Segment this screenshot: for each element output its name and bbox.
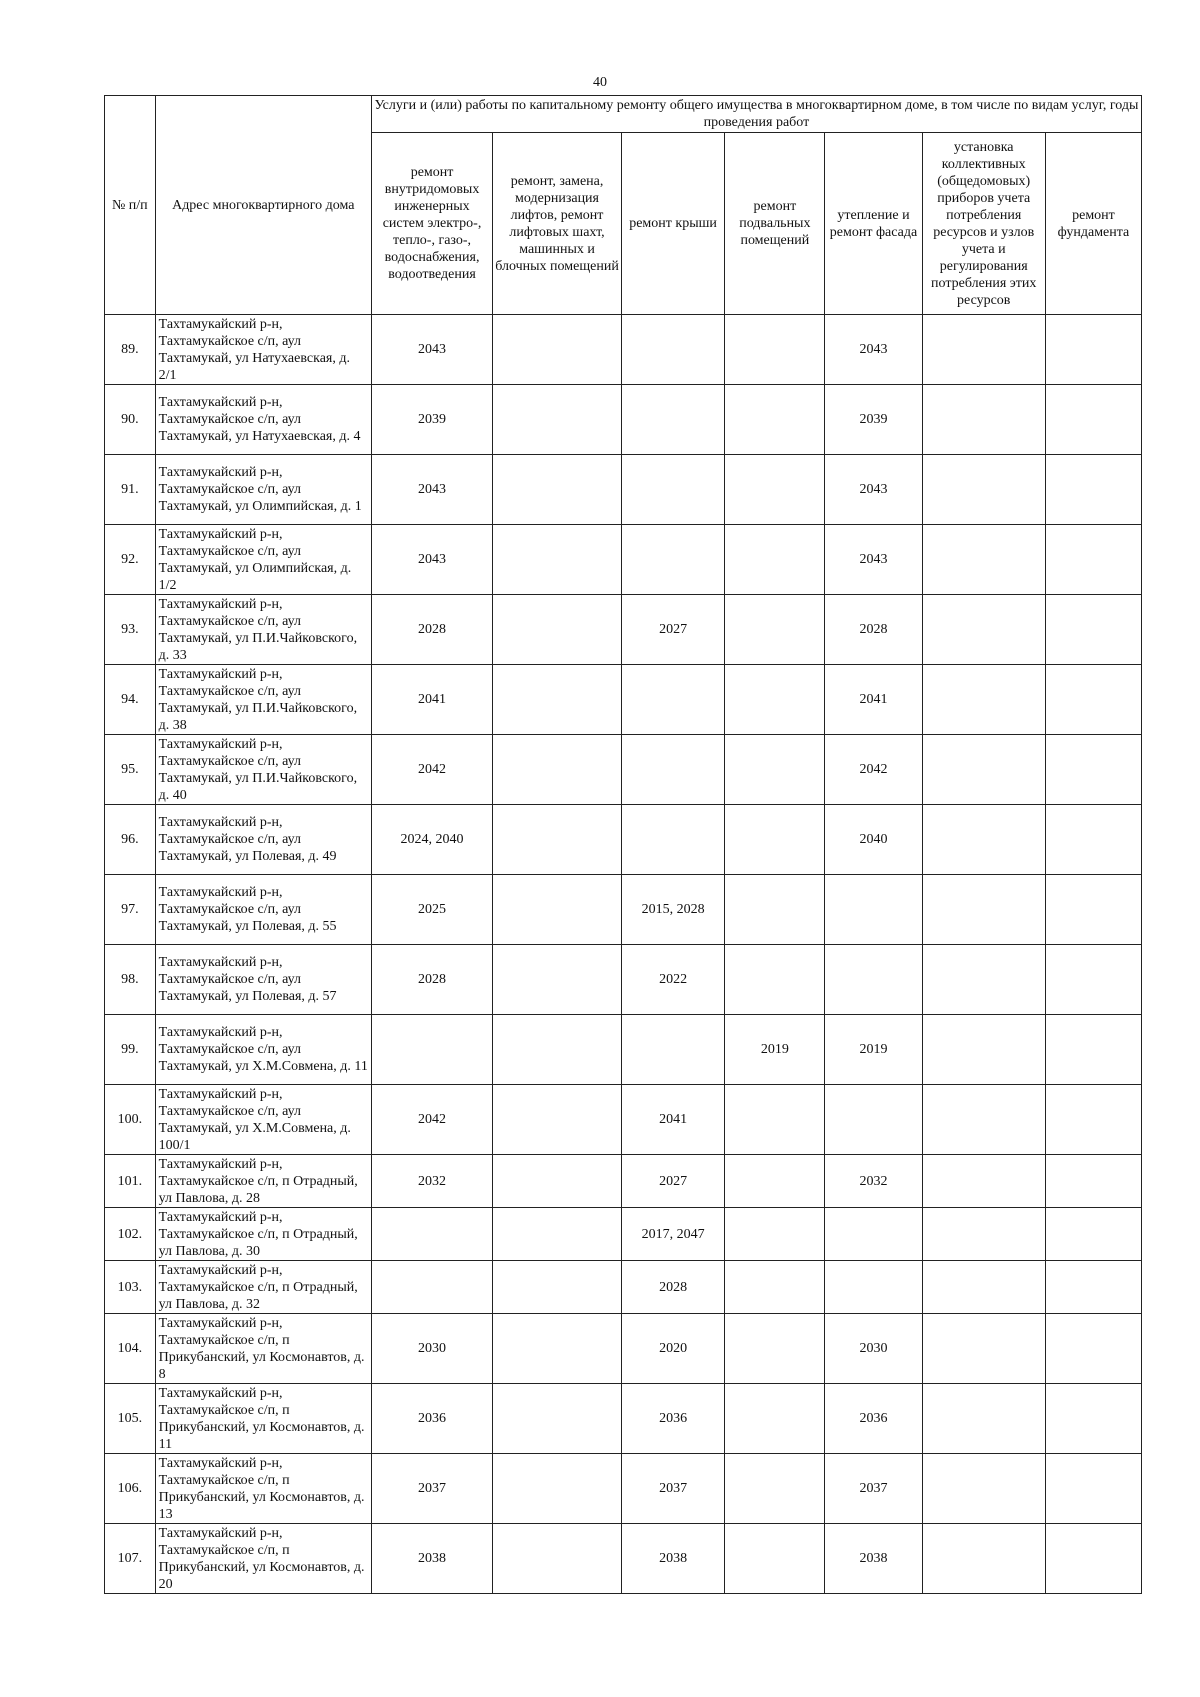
- cell-elevators: [493, 735, 622, 805]
- cell-facade: 2042: [825, 735, 922, 805]
- cell-foundation: [1045, 1015, 1141, 1085]
- cell-meters: [922, 805, 1045, 875]
- cell-foundation: [1045, 945, 1141, 1015]
- cell-basement: [725, 1261, 825, 1314]
- table-row: [105, 595, 1142, 665]
- cell-basement: [725, 455, 825, 525]
- cell-meters: [922, 385, 1045, 455]
- cell-roof: 2038: [621, 1524, 724, 1594]
- row-number: 92.: [105, 525, 156, 595]
- cell-meters: [922, 1384, 1045, 1454]
- cell-roof: 2022: [621, 945, 724, 1015]
- cell-elevators: [493, 1015, 622, 1085]
- table-row: [105, 1261, 1142, 1314]
- cell-elevators: [493, 1155, 622, 1208]
- row-address: Тахтамукайский р-н, Тахтамукайское с/п, аул Тахтамукай, ул Олимпийская, д. 1/2: [155, 525, 371, 595]
- cell-foundation: [1045, 1524, 1141, 1594]
- row-address: Тахтамукайский р-н, Тахтамукайское с/п, п Отрадный, ул Павлова, д. 32: [155, 1261, 371, 1314]
- cell-engineering: [371, 1208, 492, 1261]
- cell-elevators: [493, 1314, 622, 1384]
- row-number: 94.: [105, 665, 156, 735]
- row-number: 91.: [105, 455, 156, 525]
- cell-foundation: [1045, 1208, 1141, 1261]
- cell-facade: [825, 1261, 922, 1314]
- cell-facade: [825, 1085, 922, 1155]
- table-row: [105, 1524, 1142, 1594]
- header-engineering: ремонт внутридомовых инженерных систем электро-, тепло-, газо-, водоснабжения, водоотведения: [371, 133, 492, 315]
- cell-meters: [922, 1208, 1045, 1261]
- table-row: [105, 1155, 1142, 1208]
- row-address: Тахтамукайский р-н, Тахтамукайское с/п, аул Тахтамукай, ул П.И.Чайковского, д. 40: [155, 735, 371, 805]
- cell-basement: [725, 1208, 825, 1261]
- cell-roof: 2028: [621, 1261, 724, 1314]
- cell-elevators: [493, 805, 622, 875]
- cell-roof: [621, 665, 724, 735]
- cell-facade: 2038: [825, 1524, 922, 1594]
- cell-basement: [725, 665, 825, 735]
- row-address: Тахтамукайский р-н, Тахтамукайское с/п, аул Тахтамукай, ул Х.М.Совмена, д. 100/1: [155, 1085, 371, 1155]
- cell-engineering: 2042: [371, 735, 492, 805]
- row-number: 100.: [105, 1085, 156, 1155]
- cell-meters: [922, 315, 1045, 385]
- table-row: [105, 1015, 1142, 1085]
- cell-basement: [725, 1454, 825, 1524]
- cell-facade: 2043: [825, 455, 922, 525]
- cell-engineering: 2025: [371, 875, 492, 945]
- cell-elevators: [493, 525, 622, 595]
- cell-basement: [725, 1384, 825, 1454]
- cell-engineering: 2043: [371, 525, 492, 595]
- cell-meters: [922, 665, 1045, 735]
- cell-basement: [725, 385, 825, 455]
- cell-roof: [621, 805, 724, 875]
- table-row: [105, 1454, 1142, 1524]
- page-number: 40: [593, 75, 607, 90]
- row-address: Тахтамукайский р-н, Тахтамукайское с/п, аул Тахтамукай, ул Х.М.Совмена, д. 11: [155, 1015, 371, 1085]
- table-row: [105, 1314, 1142, 1384]
- row-number: 98.: [105, 945, 156, 1015]
- table-row: [105, 315, 1142, 385]
- cell-elevators: [493, 665, 622, 735]
- cell-foundation: [1045, 1314, 1141, 1384]
- cell-meters: [922, 525, 1045, 595]
- header-roof: ремонт крыши: [621, 133, 724, 315]
- cell-facade: 2036: [825, 1384, 922, 1454]
- header-services-group: Услуги и (или) работы по капитальному ремонту общего имущества в многоквартирном доме, в том числе по видам услуг, годы проведения работ: [371, 96, 1141, 133]
- row-number: 102.: [105, 1208, 156, 1261]
- cell-engineering: 2028: [371, 595, 492, 665]
- row-address: Тахтамукайский р-н, Тахтамукайское с/п, аул Тахтамукай, ул П.И.Чайковского, д. 33: [155, 595, 371, 665]
- cell-facade: 2037: [825, 1454, 922, 1524]
- row-address: Тахтамукайский р-н, Тахтамукайское с/п, п Прикубанский, ул Космонавтов, д. 11: [155, 1384, 371, 1454]
- cell-engineering: 2039: [371, 385, 492, 455]
- cell-meters: [922, 945, 1045, 1015]
- cell-foundation: [1045, 595, 1141, 665]
- cell-elevators: [493, 1261, 622, 1314]
- header-num: № п/п: [105, 96, 156, 315]
- cell-engineering: 2037: [371, 1454, 492, 1524]
- cell-elevators: [493, 945, 622, 1015]
- cell-meters: [922, 1524, 1045, 1594]
- cell-engineering: 2032: [371, 1155, 492, 1208]
- cell-foundation: [1045, 1155, 1141, 1208]
- cell-engineering: 2042: [371, 1085, 492, 1155]
- row-address: Тахтамукайский р-н, Тахтамукайское с/п, п Прикубанский, ул Космонавтов, д. 20: [155, 1524, 371, 1594]
- header-basement: ремонт подвальных помещений: [725, 133, 825, 315]
- cell-roof: [621, 525, 724, 595]
- cell-meters: [922, 595, 1045, 665]
- table-row: [105, 455, 1142, 525]
- cell-engineering: 2030: [371, 1314, 492, 1384]
- cell-basement: [725, 875, 825, 945]
- header-address: Адрес многоквартирного дома: [155, 96, 371, 315]
- cell-foundation: [1045, 735, 1141, 805]
- cell-foundation: [1045, 1384, 1141, 1454]
- header-elevators: ремонт, замена, модернизация лифтов, ремонт лифтовых шахт, машинных и блочных помещений: [493, 133, 622, 315]
- cell-basement: 2019: [725, 1015, 825, 1085]
- cell-meters: [922, 875, 1045, 945]
- cell-basement: [725, 525, 825, 595]
- row-address: Тахтамукайский р-н, Тахтамукайское с/п, аул Тахтамукай, ул Олимпийская, д. 1: [155, 455, 371, 525]
- row-address: Тахтамукайский р-н, Тахтамукайское с/п, аул Тахтамукай, ул Полевая, д. 57: [155, 945, 371, 1015]
- row-number: 95.: [105, 735, 156, 805]
- header-facade: утепление и ремонт фасада: [825, 133, 922, 315]
- row-address: Тахтамукайский р-н, Тахтамукайское с/п, аул Тахтамукай, ул Полевая, д. 55: [155, 875, 371, 945]
- row-number: 104.: [105, 1314, 156, 1384]
- cell-foundation: [1045, 1454, 1141, 1524]
- cell-foundation: [1045, 875, 1141, 945]
- cell-foundation: [1045, 385, 1141, 455]
- cell-meters: [922, 1314, 1045, 1384]
- table-row: [105, 875, 1142, 945]
- cell-foundation: [1045, 665, 1141, 735]
- row-address: Тахтамукайский р-н, Тахтамукайское с/п, аул Тахтамукай, ул Натухаевская, д. 2/1: [155, 315, 371, 385]
- cell-facade: 2019: [825, 1015, 922, 1085]
- cell-elevators: [493, 1384, 622, 1454]
- cell-facade: [825, 1208, 922, 1261]
- cell-engineering: 2038: [371, 1524, 492, 1594]
- cell-roof: [621, 735, 724, 805]
- cell-foundation: [1045, 805, 1141, 875]
- cell-roof: [621, 1015, 724, 1085]
- cell-facade: 2039: [825, 385, 922, 455]
- cell-foundation: [1045, 455, 1141, 525]
- table-row: [105, 385, 1142, 455]
- cell-engineering: 2043: [371, 315, 492, 385]
- table-row: [105, 665, 1142, 735]
- row-number: 90.: [105, 385, 156, 455]
- cell-basement: [725, 1085, 825, 1155]
- cell-basement: [725, 945, 825, 1015]
- header-row-top: [105, 96, 1142, 133]
- cell-foundation: [1045, 315, 1141, 385]
- capital-repair-table: [104, 95, 1142, 1594]
- cell-meters: [922, 1015, 1045, 1085]
- table-row: [105, 525, 1142, 595]
- cell-engineering: 2041: [371, 665, 492, 735]
- cell-roof: [621, 385, 724, 455]
- cell-elevators: [493, 385, 622, 455]
- cell-elevators: [493, 1524, 622, 1594]
- cell-facade: 2028: [825, 595, 922, 665]
- table-row: [105, 1384, 1142, 1454]
- cell-meters: [922, 735, 1045, 805]
- cell-engineering: 2028: [371, 945, 492, 1015]
- cell-engineering: 2024, 2040: [371, 805, 492, 875]
- cell-roof: 2037: [621, 1454, 724, 1524]
- cell-elevators: [493, 455, 622, 525]
- row-number: 99.: [105, 1015, 156, 1085]
- cell-facade: 2032: [825, 1155, 922, 1208]
- cell-basement: [725, 315, 825, 385]
- row-number: 97.: [105, 875, 156, 945]
- cell-facade: 2043: [825, 315, 922, 385]
- row-number: 89.: [105, 315, 156, 385]
- cell-roof: 2027: [621, 1155, 724, 1208]
- cell-roof: 2036: [621, 1384, 724, 1454]
- row-address: Тахтамукайский р-н, Тахтамукайское с/п, аул Тахтамукай, ул Полевая, д. 49: [155, 805, 371, 875]
- cell-meters: [922, 455, 1045, 525]
- cell-roof: 2017, 2047: [621, 1208, 724, 1261]
- cell-facade: 2043: [825, 525, 922, 595]
- table-row: [105, 805, 1142, 875]
- cell-meters: [922, 1085, 1045, 1155]
- cell-facade: 2041: [825, 665, 922, 735]
- table-row: [105, 945, 1142, 1015]
- table-row: [105, 1085, 1142, 1155]
- cell-roof: 2041: [621, 1085, 724, 1155]
- cell-engineering: [371, 1015, 492, 1085]
- cell-facade: 2030: [825, 1314, 922, 1384]
- cell-facade: 2040: [825, 805, 922, 875]
- cell-foundation: [1045, 525, 1141, 595]
- cell-elevators: [493, 315, 622, 385]
- cell-foundation: [1045, 1085, 1141, 1155]
- cell-roof: [621, 315, 724, 385]
- row-address: Тахтамукайский р-н, Тахтамукайское с/п, п Прикубанский, ул Космонавтов, д. 8: [155, 1314, 371, 1384]
- cell-roof: 2020: [621, 1314, 724, 1384]
- cell-meters: [922, 1155, 1045, 1208]
- table-row: [105, 735, 1142, 805]
- cell-elevators: [493, 1454, 622, 1524]
- cell-facade: [825, 945, 922, 1015]
- cell-engineering: [371, 1261, 492, 1314]
- row-number: 101.: [105, 1155, 156, 1208]
- cell-facade: [825, 875, 922, 945]
- cell-elevators: [493, 1208, 622, 1261]
- cell-basement: [725, 735, 825, 805]
- row-number: 96.: [105, 805, 156, 875]
- cell-elevators: [493, 595, 622, 665]
- row-address: Тахтамукайский р-н, Тахтамукайское с/п, п Отрадный, ул Павлова, д. 30: [155, 1208, 371, 1261]
- row-address: Тахтамукайский р-н, Тахтамукайское с/п, аул Тахтамукай, ул П.И.Чайковского, д. 38: [155, 665, 371, 735]
- cell-roof: [621, 455, 724, 525]
- row-number: 106.: [105, 1454, 156, 1524]
- cell-basement: [725, 805, 825, 875]
- cell-engineering: 2043: [371, 455, 492, 525]
- row-number: 107.: [105, 1524, 156, 1594]
- cell-meters: [922, 1261, 1045, 1314]
- cell-roof: 2015, 2028: [621, 875, 724, 945]
- row-number: 105.: [105, 1384, 156, 1454]
- row-address: Тахтамукайский р-н, Тахтамукайское с/п, п Отрадный, ул Павлова, д. 28: [155, 1155, 371, 1208]
- row-number: 103.: [105, 1261, 156, 1314]
- cell-elevators: [493, 1085, 622, 1155]
- cell-elevators: [493, 875, 622, 945]
- row-address: Тахтамукайский р-н, Тахтамукайское с/п, аул Тахтамукай, ул Натухаевская, д. 4: [155, 385, 371, 455]
- header-foundation: ремонт фундамента: [1045, 133, 1141, 315]
- cell-basement: [725, 1524, 825, 1594]
- cell-engineering: 2036: [371, 1384, 492, 1454]
- cell-foundation: [1045, 1261, 1141, 1314]
- row-address: Тахтамукайский р-н, Тахтамукайское с/п, п Прикубанский, ул Космонавтов, д. 13: [155, 1454, 371, 1524]
- cell-roof: 2027: [621, 595, 724, 665]
- header-meters: установка коллективных (общедомовых) приборов учета потребления ресурсов и узлов учета и регулирования потребления этих ресурсов: [922, 133, 1045, 315]
- cell-basement: [725, 595, 825, 665]
- table-row: [105, 1208, 1142, 1261]
- row-number: 93.: [105, 595, 156, 665]
- cell-basement: [725, 1155, 825, 1208]
- cell-basement: [725, 1314, 825, 1384]
- cell-meters: [922, 1454, 1045, 1524]
